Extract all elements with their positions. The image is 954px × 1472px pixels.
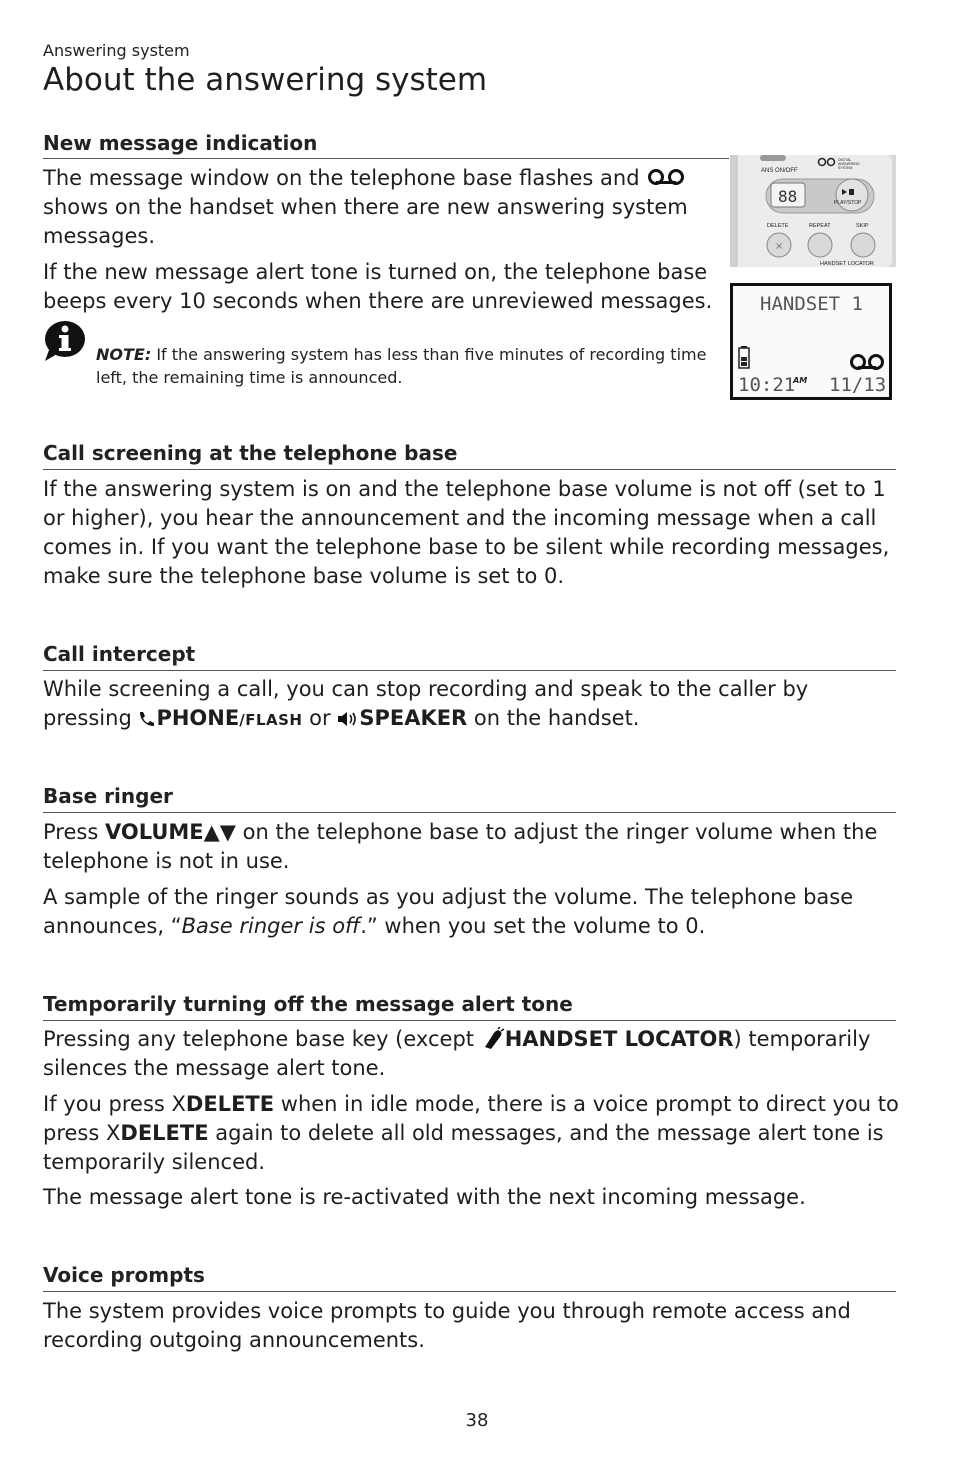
svg-text:×: × (775, 241, 784, 252)
page-number: 38 (465, 1410, 489, 1431)
lcd-ampm: AM (793, 376, 808, 385)
info-icon (43, 320, 89, 362)
phone-icon (138, 710, 156, 728)
section-heading-new-message: New message indication (43, 131, 318, 155)
voicemail-icon (646, 168, 686, 188)
volume-arrows-icon: ▲▼ (203, 820, 236, 844)
svg-text:SKIP: SKIP (856, 223, 869, 229)
lcd-time: 10:21 (738, 374, 796, 396)
section-heading-call-intercept: Call intercept (43, 642, 196, 666)
note-text: If the answering system has less than five minutes of recording time left, the remaining time is announced. (96, 345, 707, 387)
section-rule (43, 812, 896, 813)
svg-text:HANDSET LOCATOR: HANDSET LOCATOR (820, 261, 874, 267)
call-intercept-paragraph: While screening a call, you can stop recording and speak to the caller by pressing PHONE/FLASH or SPEAKER on the handset. (43, 677, 809, 730)
section-rule (43, 670, 896, 671)
section-heading-voice-prompts: Voice prompts (43, 1263, 205, 1287)
ans-onoff-label: ANS ON/OFF (761, 168, 798, 174)
svg-text:DELETE: DELETE (767, 223, 789, 229)
section-rule (43, 469, 896, 470)
delete-x-icon: X (171, 1092, 186, 1116)
svg-text:ANSWERING: ANSWERING (838, 162, 860, 166)
voice-prompts-paragraph: The system provides voice prompts to guide you through remote access and recording outgoing announcements. (43, 1299, 851, 1352)
svg-text:SYSTEM: SYSTEM (838, 166, 853, 170)
section-rule (43, 1291, 896, 1292)
handset-lcd-image (730, 283, 892, 400)
base-ringer-paragraph-1: Press VOLUME▲▼ on the telephone base to adjust the ringer volume when the telephone is not in use. (43, 820, 878, 873)
section-heading-call-screening: Call screening at the telephone base (43, 441, 458, 465)
telephone-base-image (730, 155, 896, 267)
counter-display: 88 (778, 187, 798, 206)
section-heading-alert-tone: Temporarily turning off the message alert tone (43, 992, 573, 1016)
svg-text:PLAY/STOP: PLAY/STOP (834, 200, 862, 206)
base-ringer-paragraph-2: A sample of the ringer sounds as you adjust the volume. The telephone base announces, “Base ringer is off.” when you set the volume to 0. (43, 885, 854, 938)
new-message-paragraph-1: The message window on the telephone base flashes and shows on the handset when there are new answering system messages. (43, 166, 688, 248)
new-message-paragraph-2: If the new message alert tone is turned on, the telephone base beeps every 10 seconds when there are unreviewed messages. (43, 260, 713, 313)
alert-tone-paragraph-2: If you press XDELETE when in idle mode, there is a voice prompt to direct you to press XDELETE again to delete all old messages, and the message alert tone is temporarily silenced. (43, 1092, 899, 1174)
alert-tone-paragraph-3: The message alert tone is re-activated with the next incoming message. (43, 1185, 806, 1209)
alert-tone-paragraph-1: Pressing any telephone base key (except HANDSET LOCATOR) temporarily silences the message alert tone. (43, 1027, 871, 1080)
section-heading-base-ringer: Base ringer (43, 784, 173, 808)
call-screening-paragraph: If the answering system is on and the telephone base volume is not off (set to 1 or higher), you hear the announcement and the incoming message when a call comes in. If you want the telephone base to be silent while recording messages, make sure the telephone base volume is set to 0. (43, 477, 890, 588)
lcd-date: 11/13 (829, 374, 887, 396)
lcd-handset-name: HANDSET 1 (760, 293, 863, 315)
section-rule (43, 158, 729, 159)
handset-locator-icon (481, 1027, 505, 1049)
page-title: About the answering system (43, 62, 488, 98)
delete-x-icon: X (106, 1121, 121, 1145)
breadcrumb: Answering system (43, 41, 190, 60)
svg-text:DIGITAL: DIGITAL (838, 158, 852, 162)
speaker-icon (337, 710, 359, 728)
section-rule (43, 1020, 896, 1021)
note-label: NOTE: (96, 345, 152, 364)
svg-text:REPEAT: REPEAT (809, 223, 831, 229)
note (96, 343, 716, 389)
